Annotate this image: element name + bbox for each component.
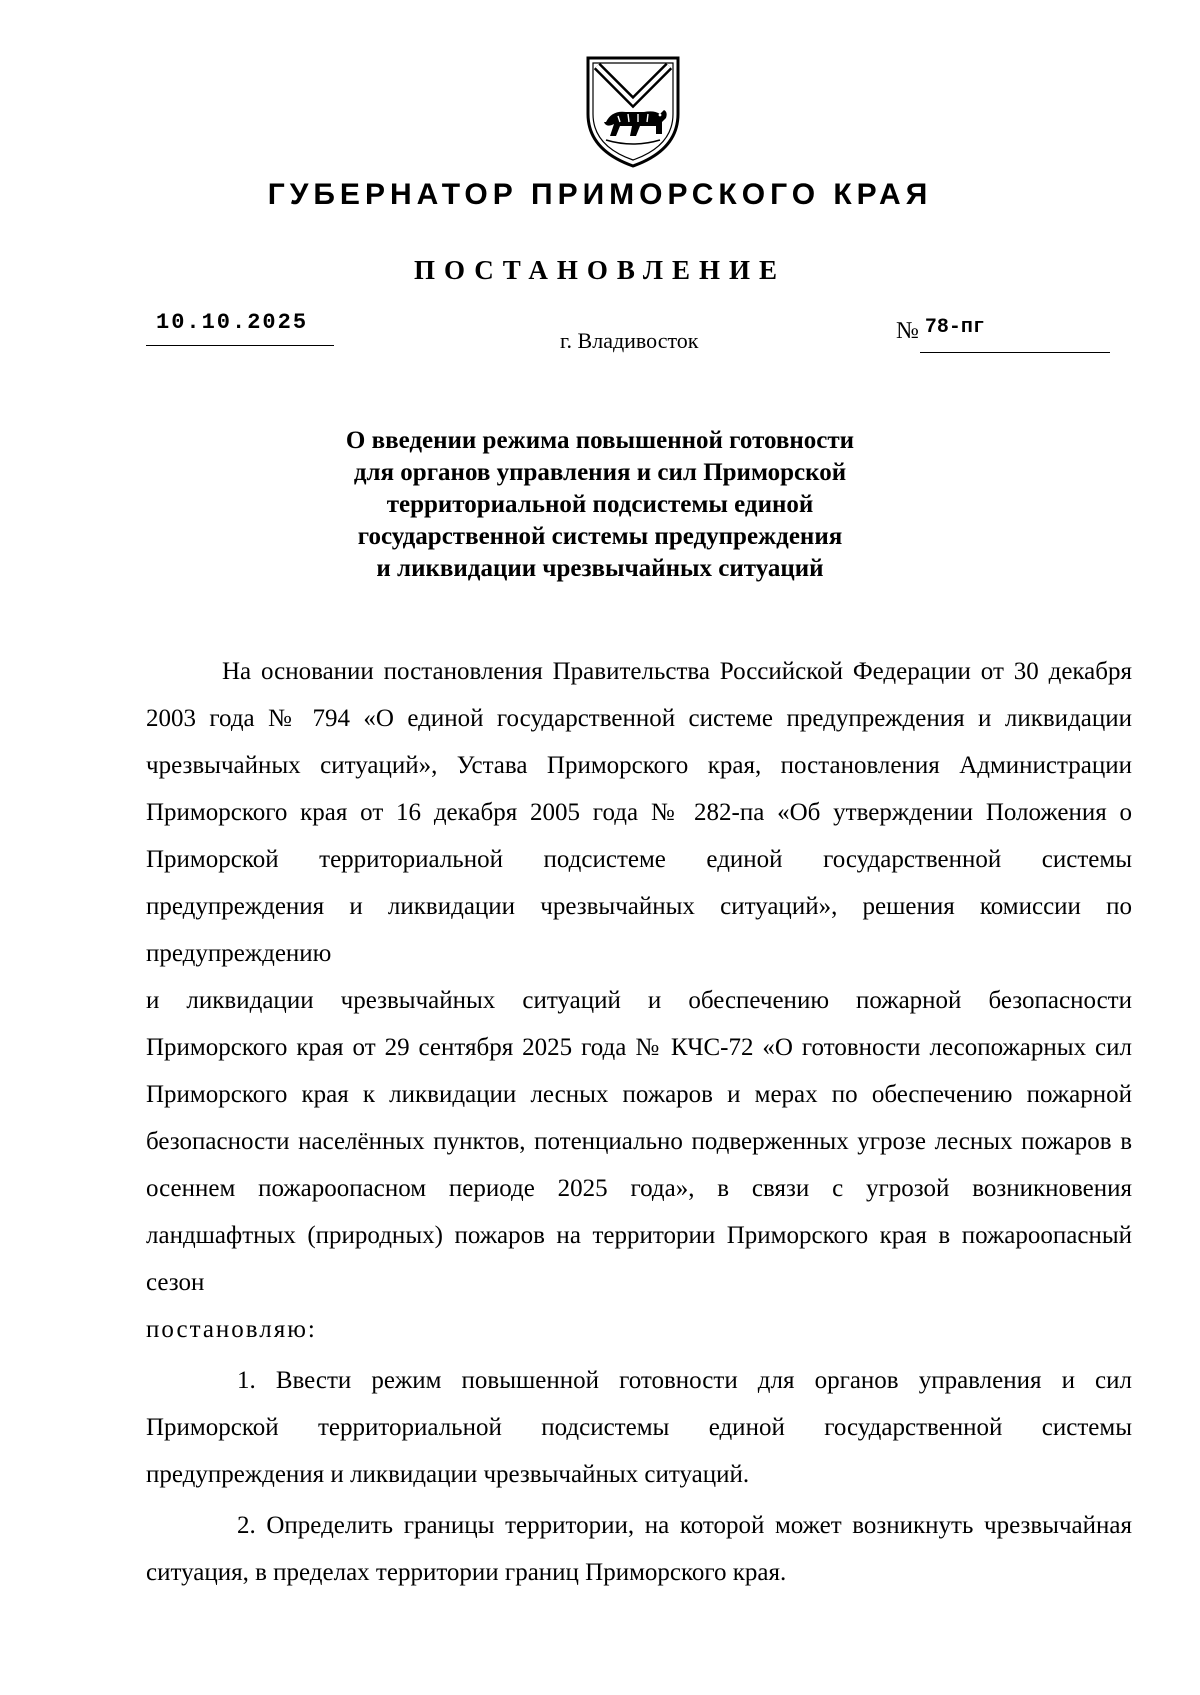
number-sign: № (896, 318, 919, 344)
title-line: территориальной подсистемы единой (386, 491, 814, 518)
title-line: для органов управления и сил Приморской (353, 459, 847, 486)
primorsky-krai-coat-of-arms-icon (584, 52, 682, 170)
date-field (146, 310, 334, 346)
document-body (146, 648, 1132, 1596)
document-date: 10.10.2025 (156, 310, 309, 335)
preamble-paragraph: На основании постановления Правительства Российской Федерации от 30 декабря 2003 года № 794 «О единой государственной системе предупреждения и ликвидации чрезвычайных ситуаций», Устава Приморского края, постановления Администрации Приморского края от 16 декабря 2005 года № 282-па «Об утверждении Положения о Приморской территориальной подсистеме единой государственной системы предупреждения и ликвидации чрезвычайных ситуаций», решения комиссии по предупреждению (146, 658, 1132, 967)
title-line: государственной системы предупреждения (357, 523, 843, 550)
decree-word: постановляю: (146, 1316, 317, 1343)
title-line: и ликвидации чрезвычайных ситуаций (376, 555, 824, 582)
clause-1: 1. Ввести режим повышенной готовности для органов управления и сил Приморской территориальной подсистемы единой государственной системы предупреждения и ликвидации чрезвычайных ситуаций. (146, 1367, 1132, 1488)
number-field (896, 318, 1110, 345)
preamble-paragraph-continued: и ликвидации чрезвычайных ситуаций и обеспечению пожарной безопасности Приморского края от 29 сентября 2025 года № КЧС-72 «О готовности лесопожарных сил Приморского края к ликвидации лесных пожаров и мерах по обеспечению пожарной безопасности населённых пунктов, потенциально подверженных угрозе лесных пожаров в осеннем пожароопасном периоде 2025 года», в связи с угрозой возникновения ландшафтных (природных) пожаров на территории Приморского края в пожароопасный сезон (146, 987, 1132, 1296)
number-underline (920, 352, 1110, 353)
date-underline (146, 345, 334, 346)
clause-2: 2. Определить границы территории, на которой может возникнуть чрезвычайная ситуация, в пределах территории границ Приморского края. (146, 1512, 1132, 1586)
document-type: ПОСТАНОВЛЕНИЕ (413, 255, 787, 285)
document-city: г. Владивосток (560, 328, 699, 353)
title-line: О введении режима повышенной готовности (345, 427, 855, 454)
document-number: 78-пг (924, 316, 985, 339)
document-title (200, 425, 1000, 585)
issuing-authority: ГУБЕРНАТОР ПРИМОРСКОГО КРАЯ (267, 178, 933, 211)
